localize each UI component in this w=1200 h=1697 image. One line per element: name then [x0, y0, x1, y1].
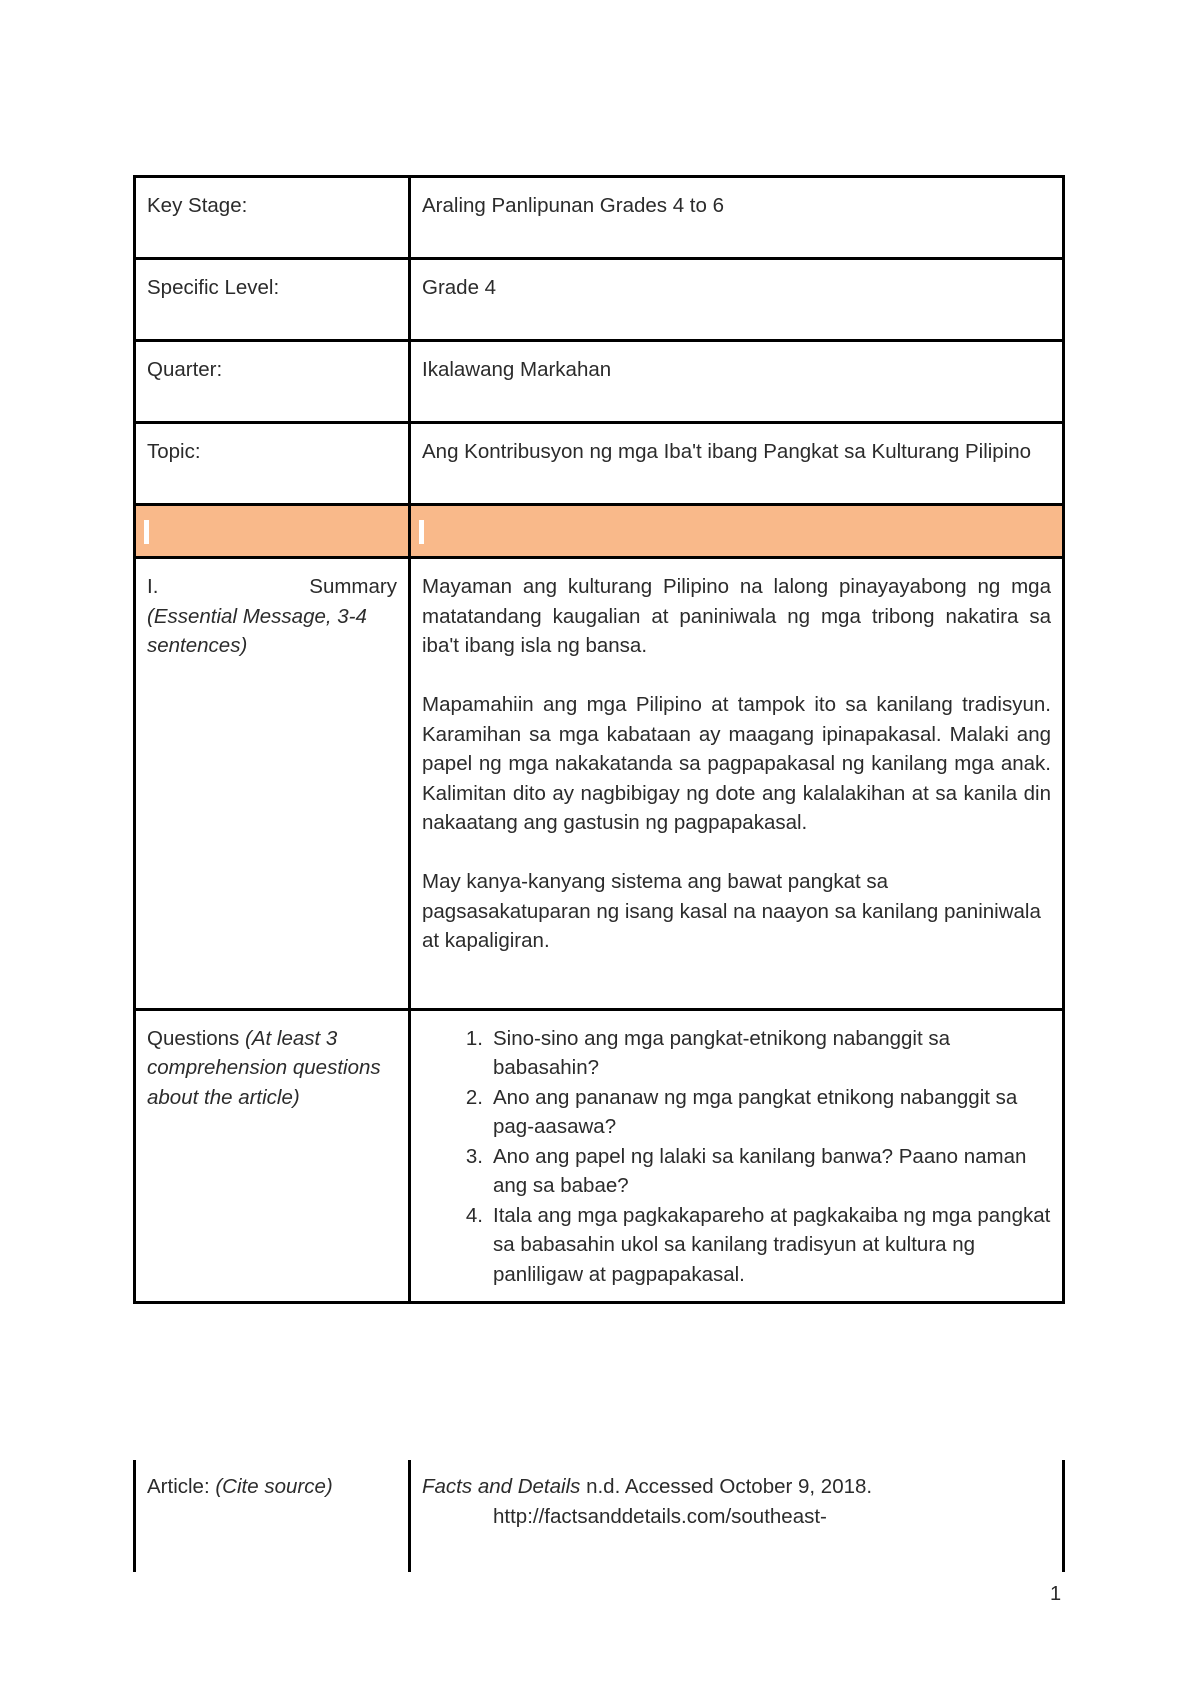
question-item: [422, 1201, 1051, 1290]
summary-number: I.: [147, 575, 159, 598]
questions-note: (At least 3 comprehension questions about the article): [147, 1026, 381, 1109]
key-stage-label: Key Stage:: [135, 177, 410, 259]
summary-heading: [147, 572, 397, 602]
row-quarter: [135, 341, 1064, 423]
row-article: [135, 1460, 1064, 1572]
article-label: Article:: [147, 1475, 210, 1498]
question-text: Ano ang pananaw ng mga pangkat etnikong nabanggit sa pag-aasawa?: [493, 1085, 1018, 1138]
quarter-value: Ikalawang Markahan: [410, 341, 1064, 423]
questions-list: [422, 1024, 1051, 1290]
question-number: 1.: [465, 1026, 483, 1050]
key-stage-value: Araling Panlipunan Grades 4 to 6: [410, 177, 1064, 259]
row-specific-level: [135, 259, 1064, 341]
specific-level-label: Specific Level:: [135, 259, 410, 341]
questions-label-cell: [135, 1009, 410, 1303]
row-questions: [135, 1009, 1064, 1303]
questions-label: Questions: [147, 1026, 240, 1050]
section-band: [135, 505, 1064, 558]
topic-label: Topic:: [135, 423, 410, 505]
band-cell-right: [410, 505, 1064, 558]
question-item: [422, 1024, 1051, 1083]
question-item: [422, 1142, 1051, 1201]
row-key-stage: [135, 177, 1064, 259]
source-title: Facts and Details: [422, 1475, 581, 1498]
lesson-plan-table: [133, 175, 1065, 1304]
question-text: Sino-sino ang mga pangkat-etnikong nabanggit sa babasahin?: [493, 1026, 951, 1079]
article-label-cell: [135, 1460, 410, 1572]
band-marker: [419, 520, 424, 544]
summary-word: Summary: [309, 575, 397, 598]
question-text: Ano ang papel ng lalaki sa kanilang banwa? Paano naman ang sa babae?: [493, 1144, 1027, 1197]
summary-content-cell: [410, 558, 1064, 1010]
band-cell-left: [135, 505, 410, 558]
question-number: 4.: [465, 1203, 483, 1227]
summary-note: (Essential Message, 3-4 sentences): [147, 604, 367, 657]
summary-paragraph: Mapamahiin ang mga Pilipino at tampok ito sa kanilang tradisyun. Karamihan sa mga kabataan ay maagang ipinapakasal. Malaki ang papel ng mga nakakatanda sa pagpapakasal ng kanilang mga anak. Kalimitan dito ay nagbibigay ng dote ang kalalakihan at sa kanila din nakaatang ang gastusin ng pagpapakasal.: [422, 693, 1051, 834]
summary-paragraph: Mayaman ang kulturang Pilipino na lalong pinayayabong ng mga matatandang kaugalian at paniniwala ng mga tribong nakatira sa iba't ibang isla ng bansa.: [422, 575, 1051, 657]
question-item: [422, 1083, 1051, 1142]
band-marker: [144, 520, 149, 544]
summary-label-cell: [135, 558, 410, 1010]
article-table: [133, 1460, 1065, 1572]
specific-level-value: Grade 4: [410, 259, 1064, 341]
source-url[interactable]: http://factsanddetails.com/southeast-: [493, 1504, 827, 1528]
row-topic: [135, 423, 1064, 505]
article-content-cell: [410, 1460, 1064, 1572]
question-number: 3.: [465, 1144, 483, 1168]
summary-paragraph: May kanya-kanyang sistema ang bawat pangkat sa pagsasakatuparan ng isang kasal na naayon sa kanilang paniniwala at kapaligiran.: [422, 870, 1041, 952]
row-summary: [135, 558, 1064, 1010]
article-note: (Cite source): [215, 1475, 333, 1498]
topic-value: Ang Kontribusyon ng mga Iba't ibang Pangkat sa Kulturang Pilipino: [410, 423, 1064, 505]
page-number: 1: [1050, 1583, 1062, 1605]
source-details: n.d. Accessed October 9, 2018.: [580, 1475, 873, 1498]
questions-content-cell: [410, 1009, 1064, 1303]
quarter-label: Quarter:: [135, 341, 410, 423]
question-number: 2.: [465, 1085, 483, 1109]
question-text: Itala ang mga pagkakapareho at pagkakaiba ng mga pangkat sa babasahin ukol sa kanilang tradisyun at kultura ng panliligaw at pagpapakasal.: [493, 1203, 1051, 1286]
article-citation: [422, 1472, 1051, 1502]
